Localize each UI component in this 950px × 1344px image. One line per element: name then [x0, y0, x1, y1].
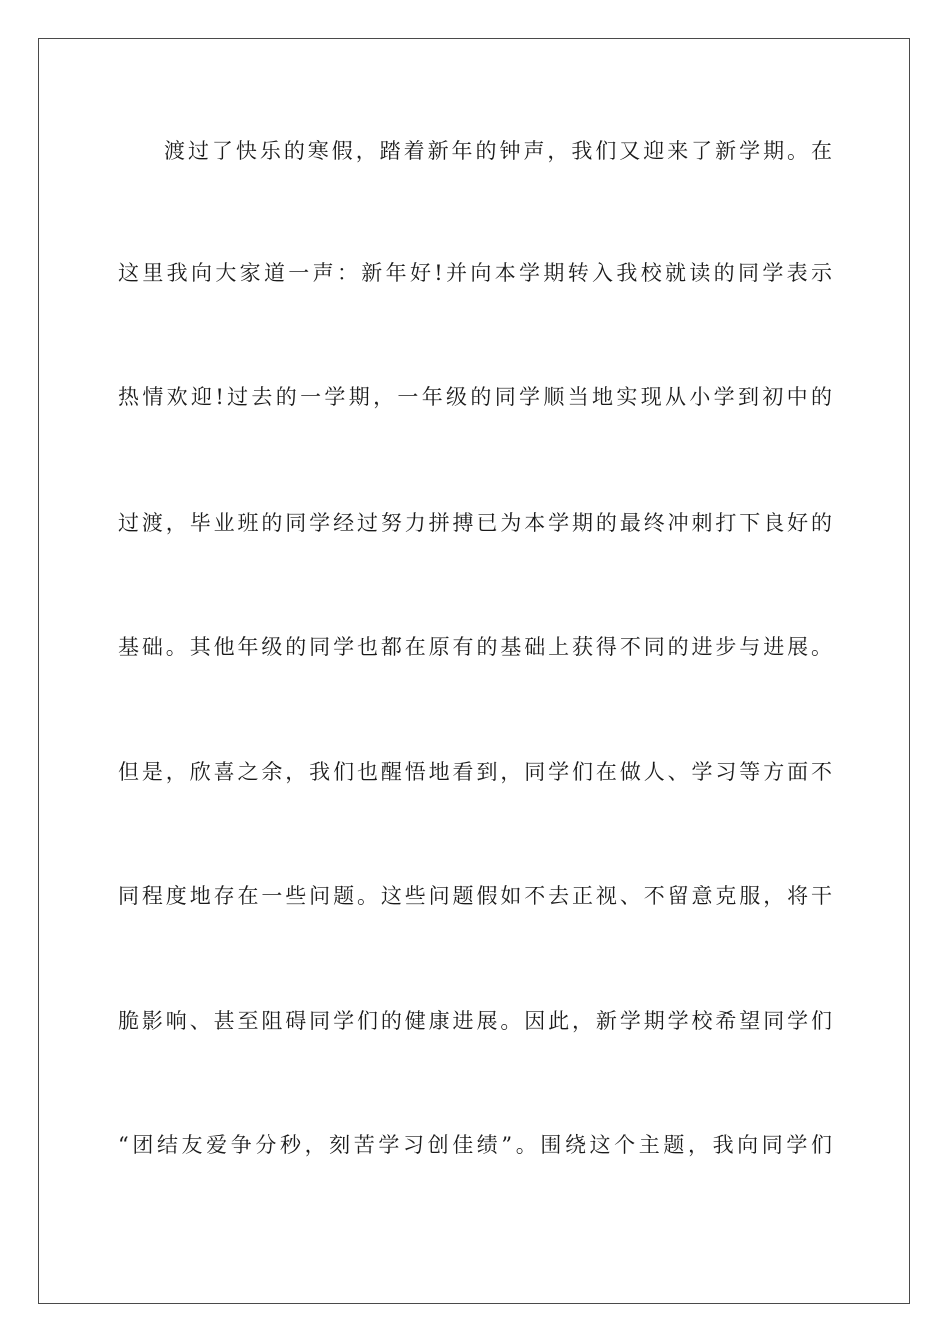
paragraph-line-5: 基础。其他年级的同学也都在原有的基础上获得不同的进步与进展。 — [118, 635, 832, 659]
paragraph-line-1: 渡过了快乐的寒假，踏着新年的钟声，我们又迎来了新学期。在 — [164, 139, 832, 163]
paragraph-line-7: 同程度地存在一些问题。这些问题假如不去正视、不留意克服，将干 — [118, 884, 832, 908]
page-border — [38, 38, 910, 1304]
paragraph-line-8: 脆影响、甚至阻碍同学们的健康进展。因此，新学期学校希望同学们 — [118, 1009, 832, 1033]
paragraph-line-2: 这里我向大家道一声：新年好!并向本学期转入我校就读的同学表示 — [118, 261, 832, 285]
paragraph-line-9: “团结友爱争分秒，刻苦学习创佳绩”。围绕这个主题，我向同学们 — [118, 1133, 832, 1157]
paragraph-line-4: 过渡，毕业班的同学经过努力拼搏已为本学期的最终冲刺打下良好的 — [118, 511, 832, 535]
paragraph-line-6: 但是，欣喜之余，我们也醒悟地看到，同学们在做人、学习等方面不 — [118, 760, 832, 784]
paragraph-line-3: 热情欢迎!过去的一学期，一年级的同学顺当地实现从小学到初中的 — [118, 385, 832, 409]
